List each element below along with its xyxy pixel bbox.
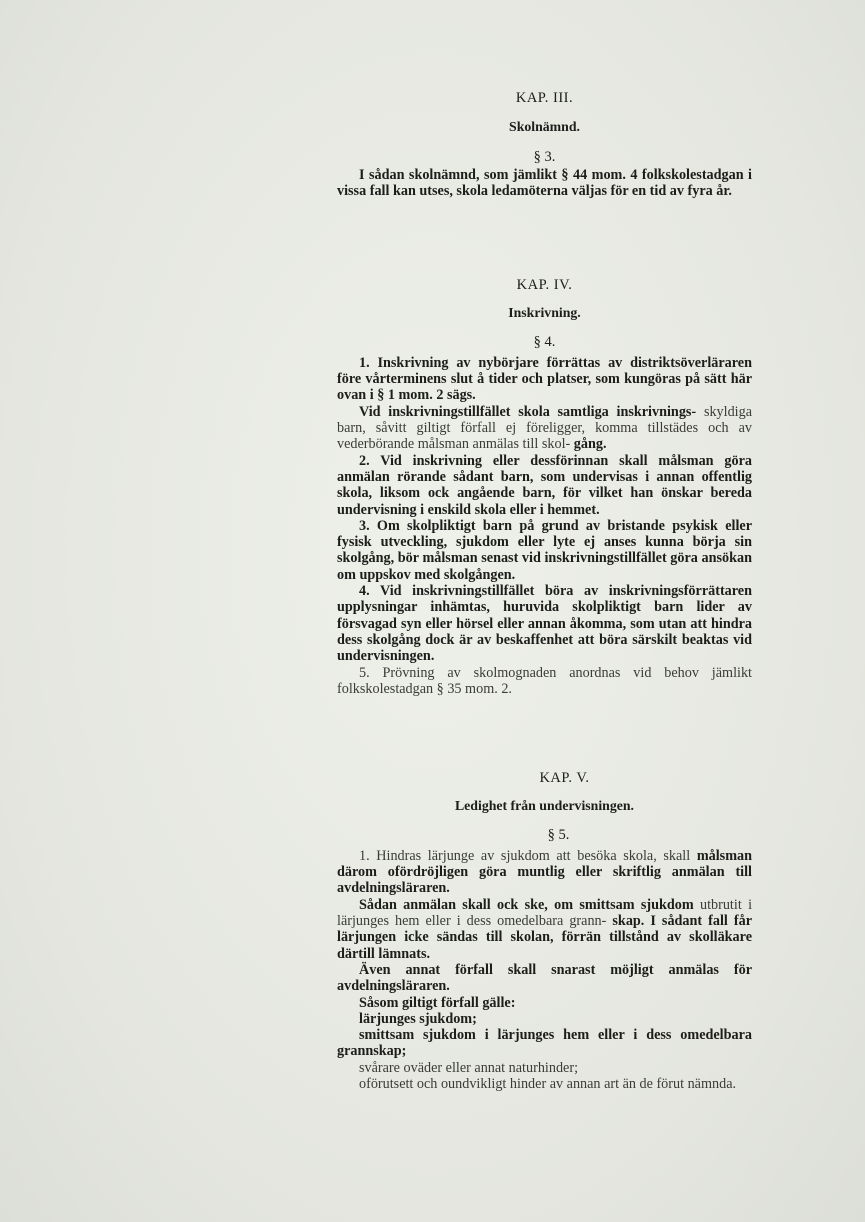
list-item: svårare oväder eller annat naturhinder; (359, 1059, 579, 1076)
chapter-5-item-2-bold2: skap. I sådant fall får lärjungen icke sändas till skolan, förrän tillstånd av skolläkare därtill lämnats. (337, 913, 753, 962)
chapter-5-title: KAP. V. (539, 770, 590, 786)
chapter-5 (337, 770, 752, 1092)
chapter-5-item-1 (337, 848, 752, 897)
chapter-3-heading: Skolnämnd. (509, 119, 580, 135)
chapter-4-item-1b-light: skyldiga barn, såvitt giltigt förfall ej föreligger, komma tillstädes och av vederbörande målsman anmälas till skol- (337, 403, 753, 453)
chapter-5-paragraph-number: § 5. (547, 826, 570, 843)
list-item: oförutsett och oundvikligt hinder av annan art än de förut nämnda. (359, 1076, 737, 1093)
chapter-5-heading: Ledighet från undervisningen. (454, 798, 634, 814)
chapter-3 (337, 90, 752, 199)
chapter-5-item-2-bold: Sådan anmälan skall ock ske, om smittsam sjukdom (359, 896, 694, 913)
list-item: smittsam sjukdom i lärjunges hem eller i dess omedelbara grannskap; (337, 1027, 752, 1060)
chapter-4 (337, 277, 752, 697)
chapter-5-list (337, 1011, 752, 1092)
chapter-4-paragraph-number: § 4. (533, 333, 556, 350)
chapter-5-item-2 (337, 897, 752, 962)
chapter-3-paragraph-number: § 3. (533, 148, 556, 165)
chapter-4-item-1b-end: gång. (573, 436, 607, 453)
chapter-4-item-5: 5. Prövning av skolmognaden anordnas vid behov jämlikt folkskolestadgan § 35 mom. 2. (337, 664, 752, 697)
chapter-4-heading: Inskrivning. (508, 305, 581, 321)
chapter-4-item-2: 2. Vid inskrivning eller dessförinnan skall målsman göra anmälan rörande sådant barn, som undervisas i annan offentlig skola, liksom ock angående barn, för vilket han önskar bereda undervisning i enskild skola eller i hemmet. (337, 452, 752, 518)
chapter-4-item-1b-bold: Vid inskrivningstillfället skola samtliga inskrivnings- (359, 403, 697, 420)
chapter-3-title: KAP. III. (515, 90, 574, 106)
chapter-5-list-intro: Såsom giltigt förfall gälle: (359, 994, 516, 1011)
chapter-5-item-1-bold: målsman därom ofördröjligen göra muntlig eller skriftlig anmälan till avdelningsläraren. (337, 847, 752, 897)
chapter-5-item-3: Även annat förfall skall snarast möjligt anmälas för avdelningsläraren. (337, 961, 752, 995)
chapter-4-item-4: 4. Vid inskrivningstillfället böra av inskrivningsförrättaren upplysningar inhämtas, huruvida skolpliktigt barn lider av försvagad syn eller hörsel eller annan åkomma, som utan att hindra dess skolgång dock är av beskaffenhet att böra särskilt beaktas vid undervisningen. (337, 583, 752, 665)
chapter-4-item-3: 3. Om skolpliktigt barn på grund av bristande psykisk eller fysisk utveckling, sjukdom eller lyte ej anses kunna börja sin skolgång, bör målsman senast vid inskrivningstillfället göra ansökan om uppskov med skolgången. (337, 517, 752, 583)
chapter-4-item-1: 1. Inskrivning av nybörjare förrättas av distriktsöverläraren före vårterminens slut å tider och platser, som kungöras på sätt här ovan i § 1 mom. 2 sägs. (337, 354, 752, 404)
chapter-5-item-2-light: utbrutit i lärjunges hem eller i dess omedelbara grann- (337, 896, 753, 930)
list-item: lärjunges sjukdom; (359, 1010, 477, 1027)
chapter-5-item-1-light: 1. Hindras lärjunge av sjukdom att besöka skola, skall (359, 847, 691, 864)
chapter-4-item-1b (337, 404, 752, 453)
chapter-3-text: I sådan skolnämnd, som jämlikt § 44 mom. 4 folkskolestadgan i vissa fall kan utses, skola ledamöterna väljas för en tid av fyra år. (337, 166, 752, 200)
chapter-4-title: KAP. IV. (516, 277, 573, 293)
